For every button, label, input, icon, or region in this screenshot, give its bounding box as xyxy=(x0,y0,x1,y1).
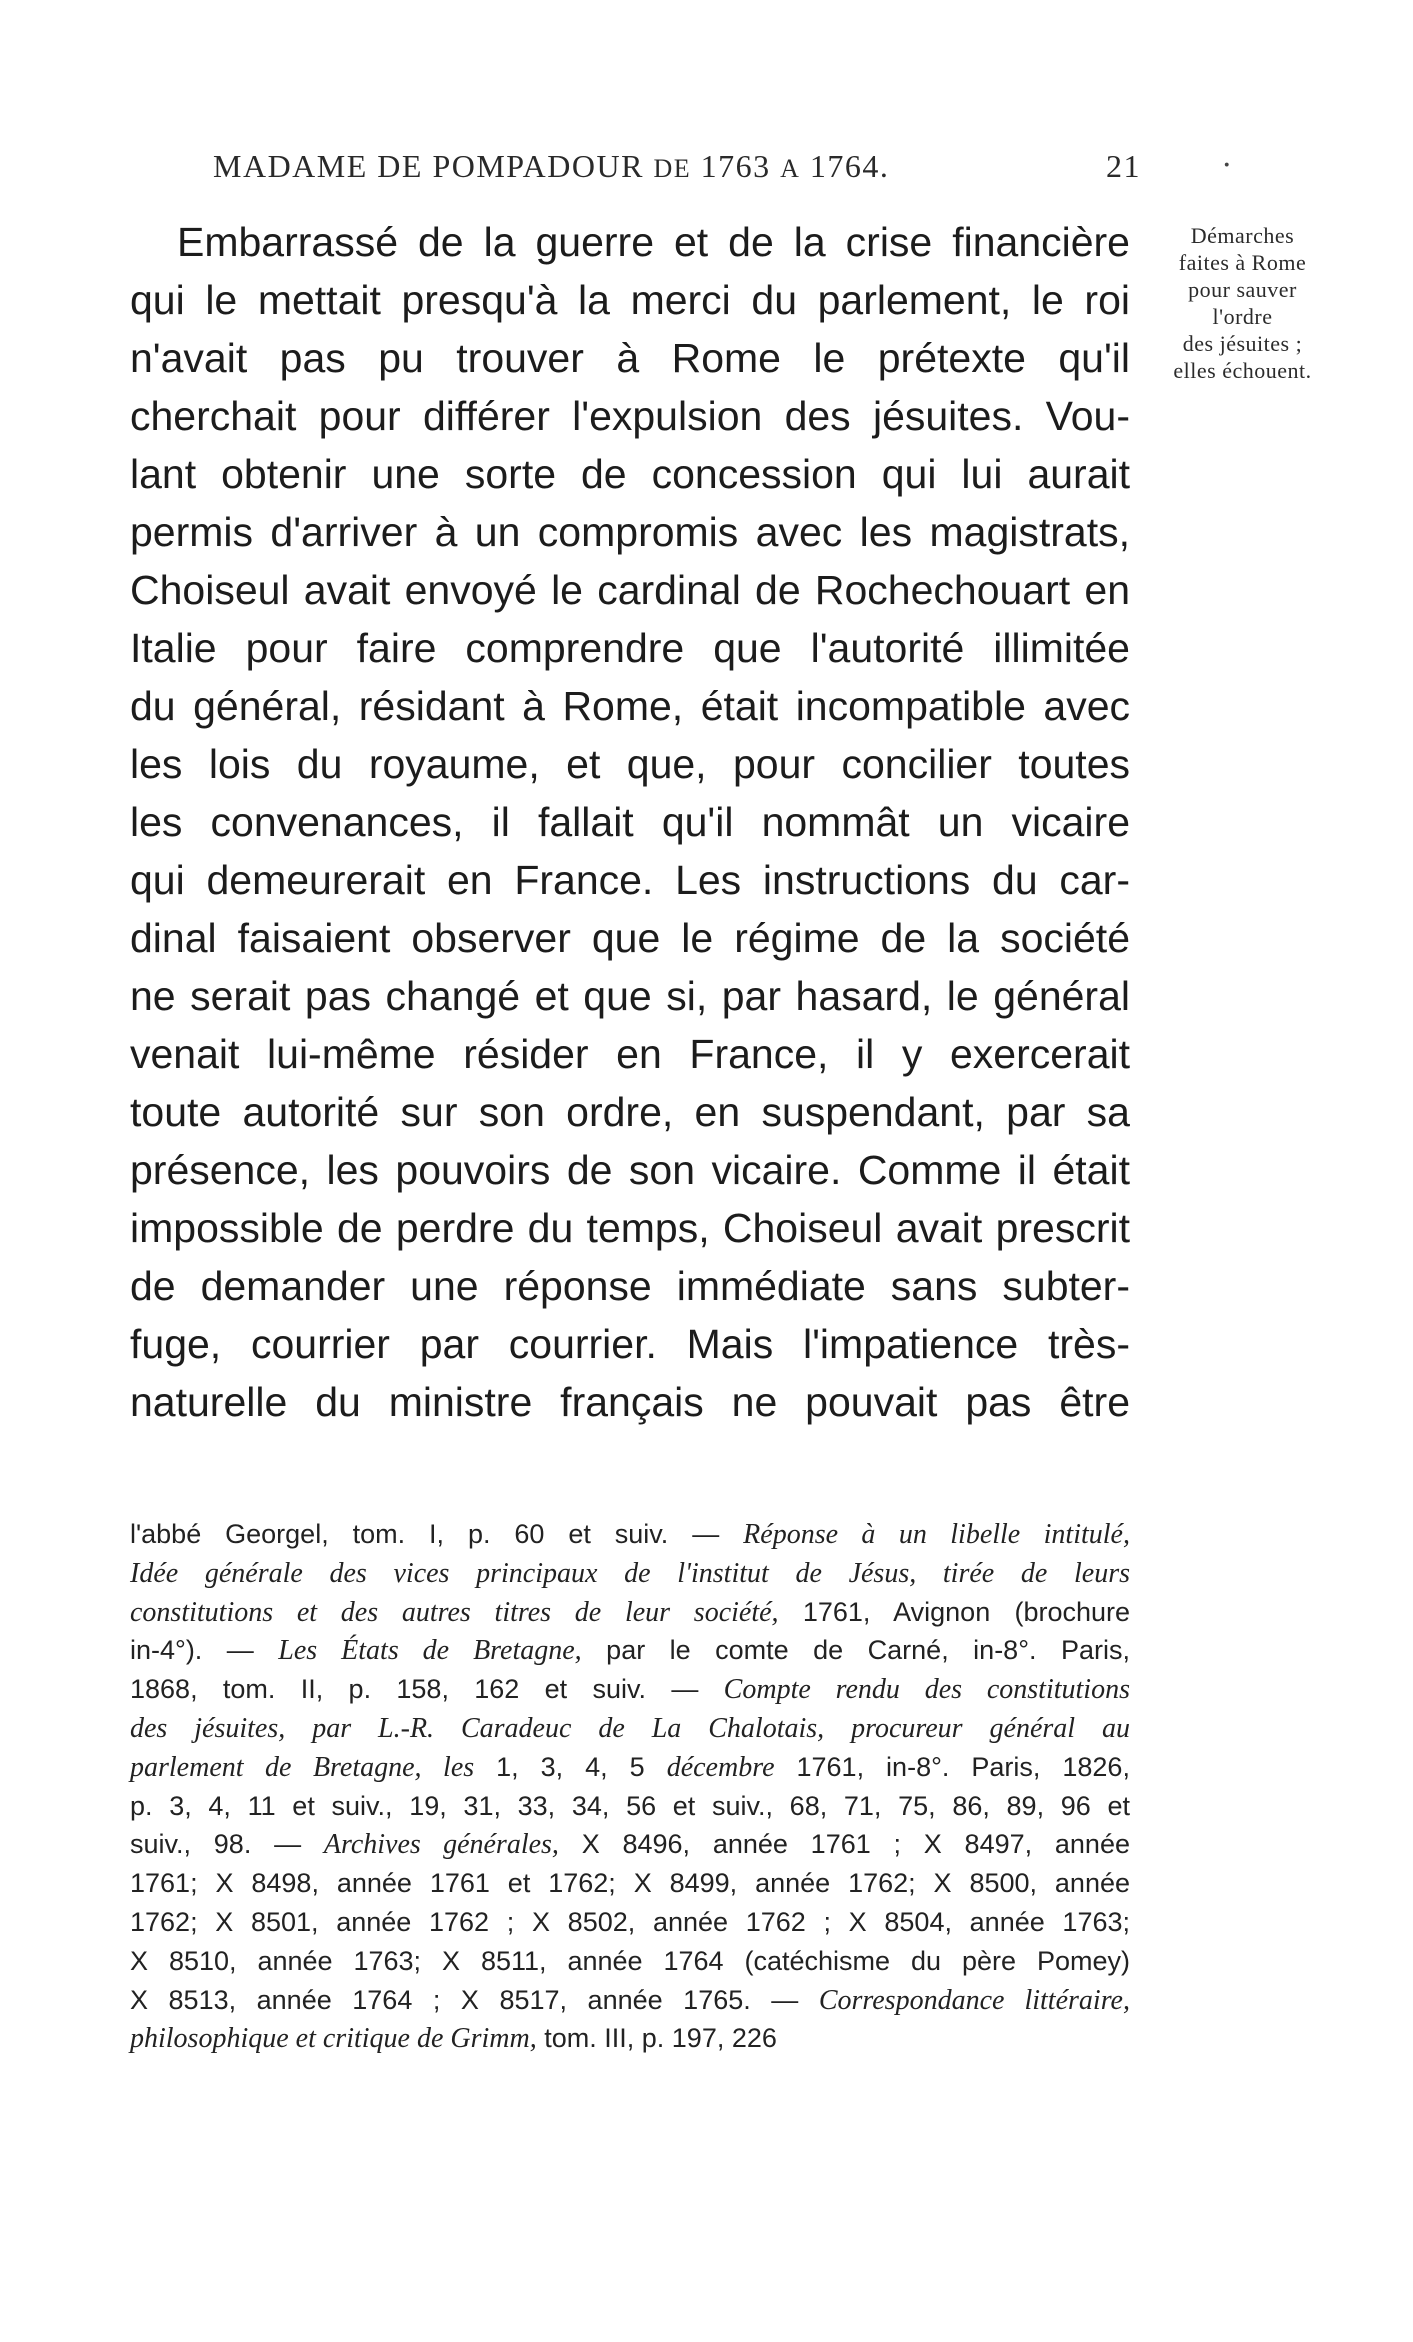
footnote-line xyxy=(130,1864,1130,1903)
footnote-line xyxy=(130,1593,1130,1632)
margin-note-line: faites à Rome xyxy=(1178,250,1307,275)
footnote-title: des jésuites, par L.-R. Caradeuc de La Chalotais, procureur général au xyxy=(130,1712,1130,1744)
footnote-line xyxy=(130,1631,1130,1670)
footnote-text: X 8496, année 1761 ; X 8497, année xyxy=(581,1829,1130,1860)
text-line: Italie pour faire comprendre que l'autorité illimitée xyxy=(130,625,1130,671)
running-title xyxy=(213,148,889,185)
margin-note-line: pour sauver xyxy=(1188,277,1297,302)
footnote-text: 1762; X 8501, année 1762 ; X 8502, année 1762 ; X 8504, année 1763; xyxy=(130,1906,1130,1937)
margin-note xyxy=(1155,222,1330,384)
footnote-text: p. 3, 4, 11 et suiv., 19, 31, 33, 34, 56 et suiv., 68, 71, 75, 86, 89, 96 et xyxy=(130,1790,1130,1821)
footnote-title: constitutions et des autres titres de leur société, xyxy=(130,1596,779,1628)
footnote-line xyxy=(130,1515,1130,1554)
text-line: les lois du royaume, et que, pour concilier toutes xyxy=(130,741,1130,787)
footnote-title: parlement de Bretagne, les xyxy=(130,1751,475,1783)
footnote-text: X 8513, année 1764 ; X 8517, année 1765. — xyxy=(130,1984,799,2015)
text-line: n'avait pas pu trouver à Rome le prétexte qu'il xyxy=(130,335,1130,381)
footnote-line xyxy=(130,1825,1130,1864)
margin-note-line: l'ordre xyxy=(1212,304,1273,329)
footnote-text: 1761, Avignon (brochure xyxy=(802,1596,1131,1627)
footnote-line xyxy=(130,1787,1130,1826)
header-title-main: MADAME DE POMPADOUR xyxy=(213,148,644,184)
footnote-title: Les États de Bretagne, xyxy=(278,1635,582,1667)
text-line: permis d'arriver à un compromis avec les magistrats, xyxy=(130,509,1130,555)
footnote-line xyxy=(130,1709,1130,1748)
text-line: de demander une réponse immédiate sans subter- xyxy=(130,1263,1130,1309)
footnote-line xyxy=(130,1670,1130,1709)
main-text xyxy=(130,213,1130,1431)
footnote-title: Correspondance littéraire, xyxy=(818,1984,1130,2016)
footnote-text: 1761; X 8498, année 1761 et 1762; X 8499, année 1762; X 8500, année xyxy=(130,1868,1130,1899)
text-line: Choiseul avait envoyé le cardinal de Rochechouart en xyxy=(130,567,1130,613)
running-header xyxy=(213,148,1141,188)
text-line: cherchait pour différer l'expulsion des jésuites. Vou- xyxy=(130,393,1130,439)
margin-note-line: Démarches xyxy=(1190,223,1295,248)
text-line: fuge, courrier par courrier. Mais l'impatience très- xyxy=(130,1321,1130,1367)
footnote-text: 1868, tom. II, p. 158, 162 et suiv. — xyxy=(130,1674,699,1705)
page-number: 21 xyxy=(1106,148,1141,184)
footnote-title: décembre xyxy=(666,1751,775,1783)
margin-dot: · xyxy=(1222,148,1232,183)
text-line: venait lui-même résider en France, il y exercerait xyxy=(130,1031,1130,1077)
margin-note-line: elles échouent. xyxy=(1173,358,1312,383)
footnote-title: Idée générale des vices principaux de l'institut de Jésus, tirée de leurs xyxy=(130,1557,1130,1589)
text-line: toute autorité sur son ordre, en suspendant, par sa xyxy=(130,1089,1130,1135)
text-line: présence, les pouvoirs de son vicaire. Comme il était xyxy=(130,1147,1130,1193)
footnote-line xyxy=(130,1981,1130,2020)
footnote-text: l'abbé Georgel, tom. I, p. 60 et suiv. — xyxy=(130,1519,720,1549)
text-line: du général, résidant à Rome, était incompatible avec xyxy=(130,683,1130,729)
footnote-text: tom. III, p. 197, 226 xyxy=(544,2023,777,2054)
footnote-text: X 8510, année 1763; X 8511, année 1764 (catéchisme du père Pomey) xyxy=(130,1945,1130,1976)
text-line: ne serait pas changé et que si, par hasard, le général xyxy=(130,973,1130,1019)
footnote-title: Archives générales, xyxy=(323,1829,559,1861)
footnote-title: Compte rendu des constitutions xyxy=(723,1674,1130,1706)
footnote-title: philosophique et critique de Grimm, xyxy=(130,2023,537,2055)
text-line: les convenances, il fallait qu'il nommât un vicaire xyxy=(130,799,1130,845)
footnote-line xyxy=(130,1903,1130,1942)
header-title-de: DE xyxy=(653,154,692,183)
footnote-line xyxy=(130,1554,1130,1593)
text-line: lant obtenir une sorte de concession qui lui aurait xyxy=(130,451,1130,497)
text-line: impossible de perdre du temps, Choiseul avait prescrit xyxy=(130,1205,1130,1251)
text-line: qui demeurerait en France. Les instructions du car- xyxy=(130,857,1130,903)
text-line: Embarrassé de la guerre et de la crise financière xyxy=(177,219,1130,265)
header-title-a: A xyxy=(780,154,801,183)
text-line: naturelle du ministre français ne pouvait pas être xyxy=(130,1379,1130,1425)
footnote-title: Réponse à un libelle intitulé, xyxy=(743,1519,1130,1550)
text-line: qui le mettait presqu'à la merci du parlement, le roi xyxy=(130,277,1130,323)
text-line: dinal faisaient observer que le régime de la société xyxy=(130,915,1130,961)
footnote-text: 1761, in-8°. Paris, 1826, xyxy=(796,1751,1130,1782)
footnote-text: 1, 3, 4, 5 xyxy=(496,1751,645,1782)
header-title-years: 1763 xyxy=(700,148,771,184)
footnote-line xyxy=(130,1942,1130,1981)
footnote-text: par le comte de Carné, in-8°. Paris, xyxy=(606,1635,1130,1666)
footnote-line xyxy=(130,2019,1130,2058)
footnote-text: in-4°). — xyxy=(130,1635,254,1666)
header-title-end: 1764. xyxy=(809,148,890,184)
margin-note-line: des jésuites ; xyxy=(1182,331,1303,356)
footnote xyxy=(130,1515,1130,2058)
footnote-text: suiv., 98. — xyxy=(130,1829,302,1860)
footnote-line xyxy=(130,1748,1130,1787)
